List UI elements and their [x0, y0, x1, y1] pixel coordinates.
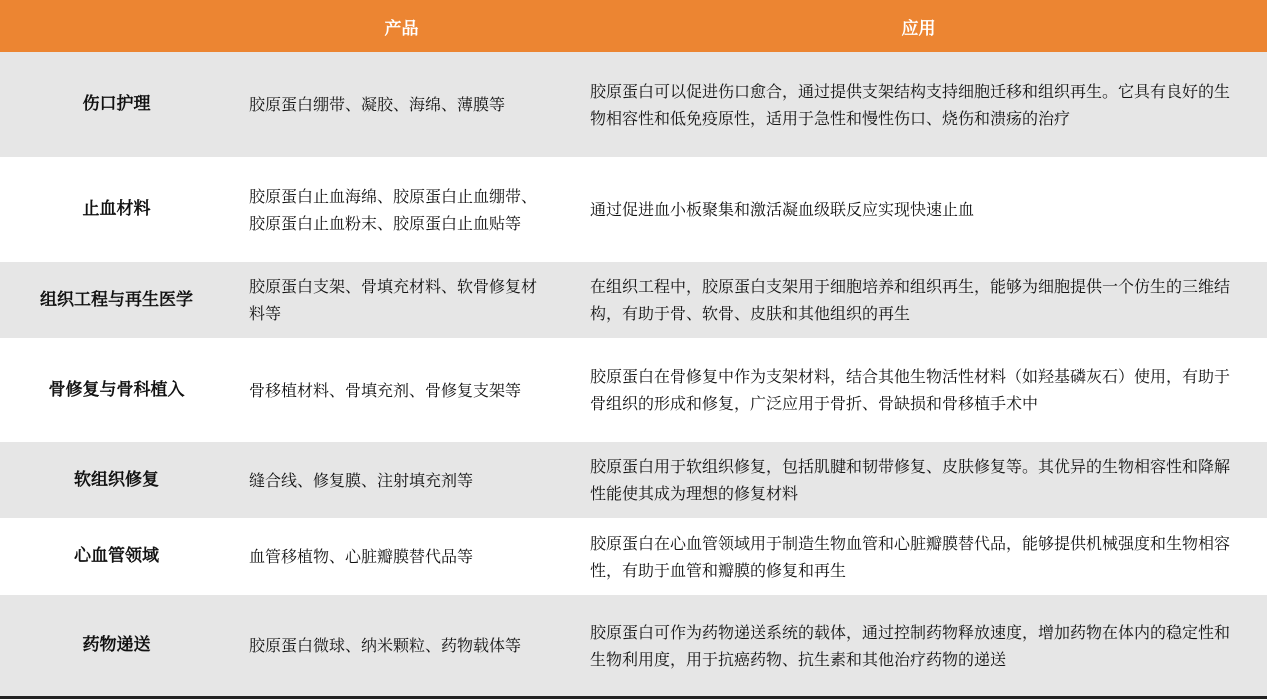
header-application: 应用	[901, 18, 936, 39]
row-application: 胶原蛋白在心血管领域用于制造生物血管和心脏瓣膜替代品，能够提供机械强度和生物相容性，有助于血管和瓣膜的修复和再生	[590, 533, 1231, 580]
row-category: 骨修复与骨科植入	[48, 379, 185, 400]
table-row	[0, 338, 1267, 442]
row-application: 胶原蛋白用于软组织修复，包括肌腱和韧带修复、皮肤修复等。其优异的生物相容性和降解性能使其成为理想的修复材料	[590, 457, 1231, 503]
row-application: 通过促进血小板聚集和激活凝血级联反应实现快速止血	[590, 200, 975, 219]
table-row	[0, 52, 1267, 157]
table-row	[0, 262, 1267, 338]
row-application: 胶原蛋白可作为药物递送系统的载体，通过控制药物释放速度，增加药物在体内的稳定性和生物利用度，用于抗癌药物、抗生素和其他治疗药物的递送	[590, 622, 1231, 669]
row-category: 组织工程与再生医学	[40, 289, 193, 310]
row-application: 在组织工程中，胶原蛋白支架用于细胞培养和组织再生，能够为细胞提供一个仿生的三维结构，有助于骨、软骨、皮肤和其他组织的再生	[590, 277, 1231, 323]
row-application: 胶原蛋白可以促进伤口愈合，通过提供支架结构支持细胞迁移和组织再生。它具有良好的生物相容性和低免疫原性，适用于急性和慢性伤口、烧伤和溃疡的治疗	[590, 81, 1231, 128]
row-product: 胶原蛋白微球、纳米颗粒、药物载体等	[249, 636, 522, 655]
row-product: 血管移植物、心脏瓣膜替代品等	[249, 547, 474, 566]
row-product: 骨移植材料、骨填充剂、骨修复支架等	[249, 380, 522, 400]
row-category: 软组织修复	[74, 469, 159, 490]
row-application: 胶原蛋白在骨修复中作为支架材料，结合其他生物活性材料（如羟基磷灰石）使用，有助于骨组织的形成和修复，广泛应用于骨折、骨缺损和骨移植手术中	[590, 367, 1231, 413]
table-row	[0, 518, 1267, 595]
row-category: 药物递送	[82, 635, 151, 655]
row-product: 胶原蛋白支架、骨填充材料、软骨修复材料等	[249, 277, 538, 323]
row-product: 缝合线、修复膜、注射填充剂等	[249, 470, 474, 490]
row-product: 胶原蛋白止血海绵、胶原蛋白止血绷带、胶原蛋白止血粉末、胶原蛋白止血贴等	[249, 186, 538, 233]
table-header	[0, 0, 1267, 52]
row-category: 止血材料	[82, 199, 151, 219]
table-row	[0, 595, 1267, 696]
header-product: 产品	[384, 18, 419, 39]
row-category: 心血管领域	[74, 546, 159, 566]
row-product: 胶原蛋白绷带、凝胶、海绵、薄膜等	[249, 95, 506, 114]
row-category: 伤口护理	[82, 94, 151, 114]
table-row	[0, 157, 1267, 262]
table-row	[0, 442, 1267, 518]
